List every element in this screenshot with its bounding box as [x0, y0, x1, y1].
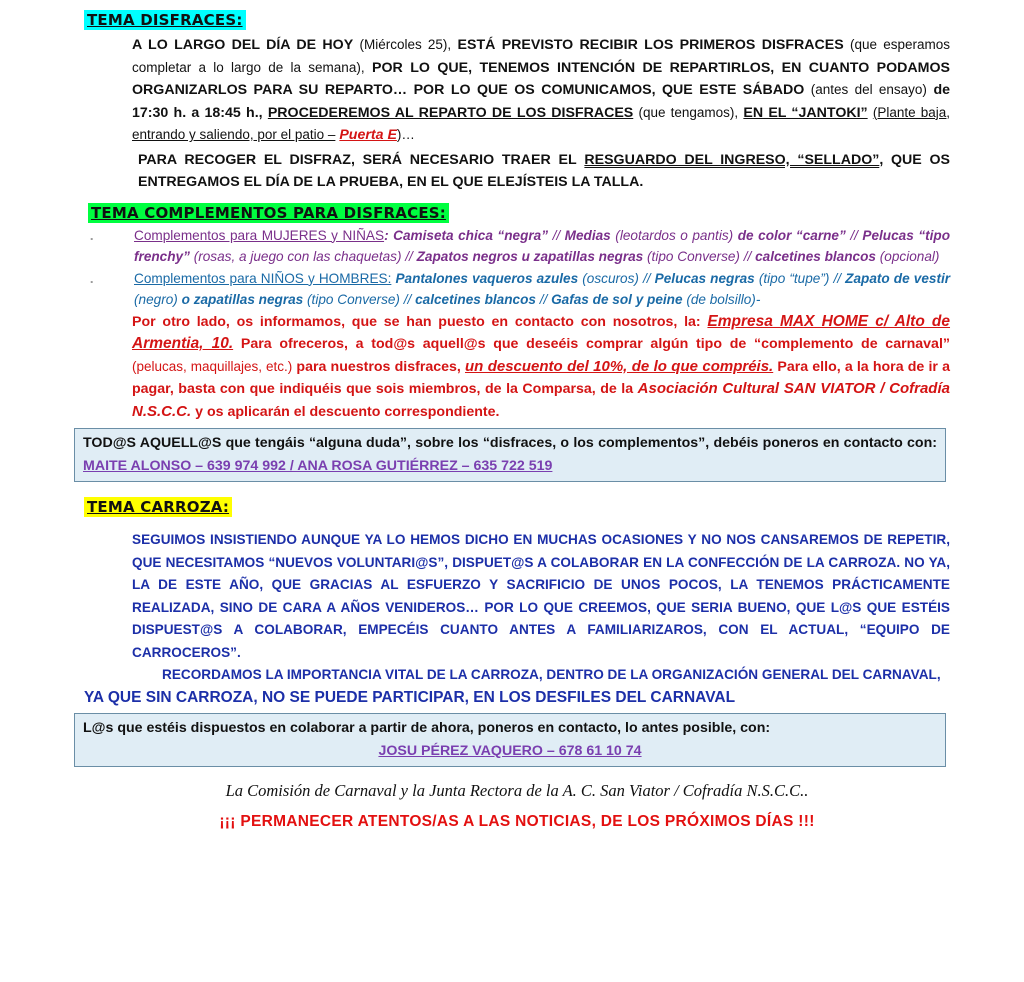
text: (negro): [134, 292, 178, 307]
text: PARA RECOGER EL DISFRAZ, SERÁ NECESARIO TRAER EL: [138, 151, 577, 168]
text: (oscuros): [582, 270, 639, 286]
carroza-paragraph-3: YA QUE SIN CARROZA, NO SE PUEDE PARTICIPAR, EN LOS DESFILES DEL CARNAVAL: [84, 688, 736, 706]
text: Gafas de sol y peine: [551, 292, 683, 307]
text: , QUE OS ENTREGAMOS EL DÍA DE LA PRUEBA, EN EL QUE ELEJÍSTEIS LA TALLA.: [138, 151, 951, 190]
text: (Miércoles 25),: [359, 37, 452, 52]
list-item: [84, 225, 950, 268]
text: //: [829, 270, 846, 286]
text: //: [638, 270, 655, 286]
text: (antes del ensayo): [810, 82, 927, 97]
text: Pantalones vaqueros azules: [395, 270, 579, 286]
text: Puerta E: [339, 127, 397, 143]
text: Medias: [564, 227, 611, 243]
contact-link[interactable]: JOSU PÉREZ VAQUERO – 678 61 10 74: [378, 743, 642, 759]
text: RESGUARDO DEL INGRESO, “SELLADO”: [584, 151, 880, 168]
text: (de bolsillo)-: [686, 292, 761, 307]
text: de 17:30 h. a 18:45 h.,: [132, 82, 950, 121]
disfraces-paragraph-2: [84, 149, 950, 194]
text: Asociación Cultural SAN VIATOR / Cofradía N.S.C.C.: [132, 380, 950, 420]
text: Para ello, a la hora de ir a pagar, basta con que indiquéis que sois miembros, de la Comparsa, de la: [132, 358, 950, 397]
text: (rosas, a juego con las chaquetas): [193, 249, 402, 264]
text: EN EL “JANTOKI”: [743, 104, 868, 121]
text: (tipo “tupe”): [758, 270, 830, 286]
text: y os aplicarán el descuento correspondiente.: [195, 403, 500, 420]
bullet-icon: ˳: [90, 272, 94, 284]
text: un descuento del 10%, de lo que compréis.: [465, 357, 774, 375]
text: Por otro lado, os informamos, que se han puesto en contacto con nosotros, la:: [132, 313, 701, 330]
contact-box-text: L@s que estéis dispuestos en colaborar a partir de ahora, poneros en contacto, lo antes posible, con:: [83, 720, 771, 736]
text: Complementos para NIÑOS y HOMBRES:: [134, 270, 392, 286]
text: PROCEDEREMOS AL REPARTO DE LOS DISFRACES: [267, 104, 634, 121]
complementos-paragraph: [84, 311, 950, 424]
heading-carroza: TEMA CARROZA:: [84, 497, 232, 517]
document-page: [84, 10, 950, 831]
signature: La Comisión de Carnaval y la Junta Rectora de la A. C. San Viator / Cofradía N.S.C.C..: [225, 781, 809, 800]
contact-box-line: [83, 740, 937, 763]
text: ESTÁ PREVISTO RECIBIR LOS PRIMEROS DISFRACES: [457, 37, 844, 53]
contact-box-text: [83, 432, 937, 478]
text: POR LO QUE, TENEMOS INTENCIÓN DE REPARTIRLOS, EN CUANTO PODAMOS ORGANIZARLOS PARA SU REPARTO… POR LO QUE OS COMUNICAMOS, QUE ESTE SÁBADO: [132, 59, 950, 98]
bullet-icon: ˳: [90, 229, 94, 241]
text: //: [548, 227, 565, 243]
text: Complementos para MUJERES y NIÑAS: [134, 227, 385, 243]
contact-box-carroza: [74, 713, 946, 767]
text: Pelucas negras: [654, 270, 755, 286]
carroza-paragraph-2: RECORDAMOS LA IMPORTANCIA VITAL DE LA CARROZA, DENTRO DE LA ORGANIZACIÓN GENERAL DEL CARNAVAL,: [162, 667, 941, 682]
complementos-list: [84, 225, 950, 311]
heading-complementos: TEMA COMPLEMENTOS PARA DISFRACES:: [88, 203, 449, 223]
text: :: [384, 227, 389, 243]
text: Para ofreceros, a tod@s aquell@s que deseéis comprar algún tipo de “complemento de carnaval”: [240, 336, 950, 352]
text: TOD@S AQUELL@S que tengáis “alguna duda”, sobre los “disfraces, o los complementos”, debéis poneros en contacto con:: [83, 435, 937, 451]
text: Empresa MAX HOME c/ Alto de Armentia, 10.: [132, 312, 951, 352]
text: )…: [396, 127, 415, 142]
text: para nuestros disfraces,: [296, 358, 461, 375]
text: (leotardos o pantis): [615, 227, 734, 243]
text: (que esperamos completar a lo largo de la semana),: [132, 37, 950, 75]
text: //: [535, 292, 552, 307]
text: (Plante baja, entrando y saliendo, por el patio –: [132, 104, 950, 142]
text: (opcional): [879, 249, 940, 264]
heading-disfraces: TEMA DISFRACES:: [84, 10, 246, 30]
text: calcetines blancos: [755, 249, 876, 264]
list-item: [84, 268, 950, 311]
text: Zapatos negros u zapatillas negras: [416, 249, 644, 264]
text: (que tengamos),: [638, 104, 739, 120]
text: Camiseta chica “negra”: [393, 227, 549, 243]
text: (pelucas, maquillajes, etc.): [132, 358, 293, 374]
carroza-paragraph-1: SEGUIMOS INSISTIENDO AUNQUE YA LO HEMOS DICHO EN MUCHAS OCASIONES Y NO NOS CANSAREMOS DE REPETIR, QUE NECESITAMOS “NUEVOS VOLUNTARI@S”, DISPUET@S A COLABORAR EN LA CONFECCIÓN DE LA CARROZA. NO YA, LA DE ESTE AÑO, QUE GRACIAS AL ESFUERZO Y SACRIFICIO DE UNOS POCOS, LA TENEMOS PRÁCTICAMENTE REALIZADA, SINO DE CARA A AÑOS VENIDEROS… POR LO QUE CREEMOS, QUE SERIA BUENO, QUE L@S QUE ESTÉIS DISPUEST@S A COLABORAR, EMPECÉIS CUANTO ANTES A FAMILIARIZAROS, CON EL ACTUAL, “EQUIPO DE CARROCEROS”.: [132, 532, 950, 660]
text: A LO LARGO DEL DÍA DE HOY: [132, 37, 354, 53]
alert-message: ¡¡¡ PERMANECER ATENTOS/AS A LAS NOTICIAS, DE LOS PRÓXIMOS DÍAS !!!: [219, 813, 815, 830]
text: Zapato de vestir: [845, 270, 951, 286]
text: //: [739, 249, 756, 264]
text: Pelucas “tipo frenchy”: [134, 227, 951, 264]
contact-link[interactable]: MAITE ALONSO – 639 974 992 / ANA ROSA GUTIÉRREZ – 635 722 519: [83, 458, 553, 474]
disfraces-paragraph-1: [84, 34, 950, 147]
text: (tipo Converse): [647, 249, 740, 264]
text: //: [401, 249, 417, 264]
text: calcetines blancos: [415, 292, 536, 307]
text: o zapatillas negras: [181, 292, 304, 307]
contact-box-disfraces: [74, 428, 946, 482]
text: de color “carne”: [737, 227, 846, 243]
text: //: [845, 227, 863, 243]
text: (tipo Converse): [307, 292, 400, 307]
text: //: [399, 292, 416, 307]
